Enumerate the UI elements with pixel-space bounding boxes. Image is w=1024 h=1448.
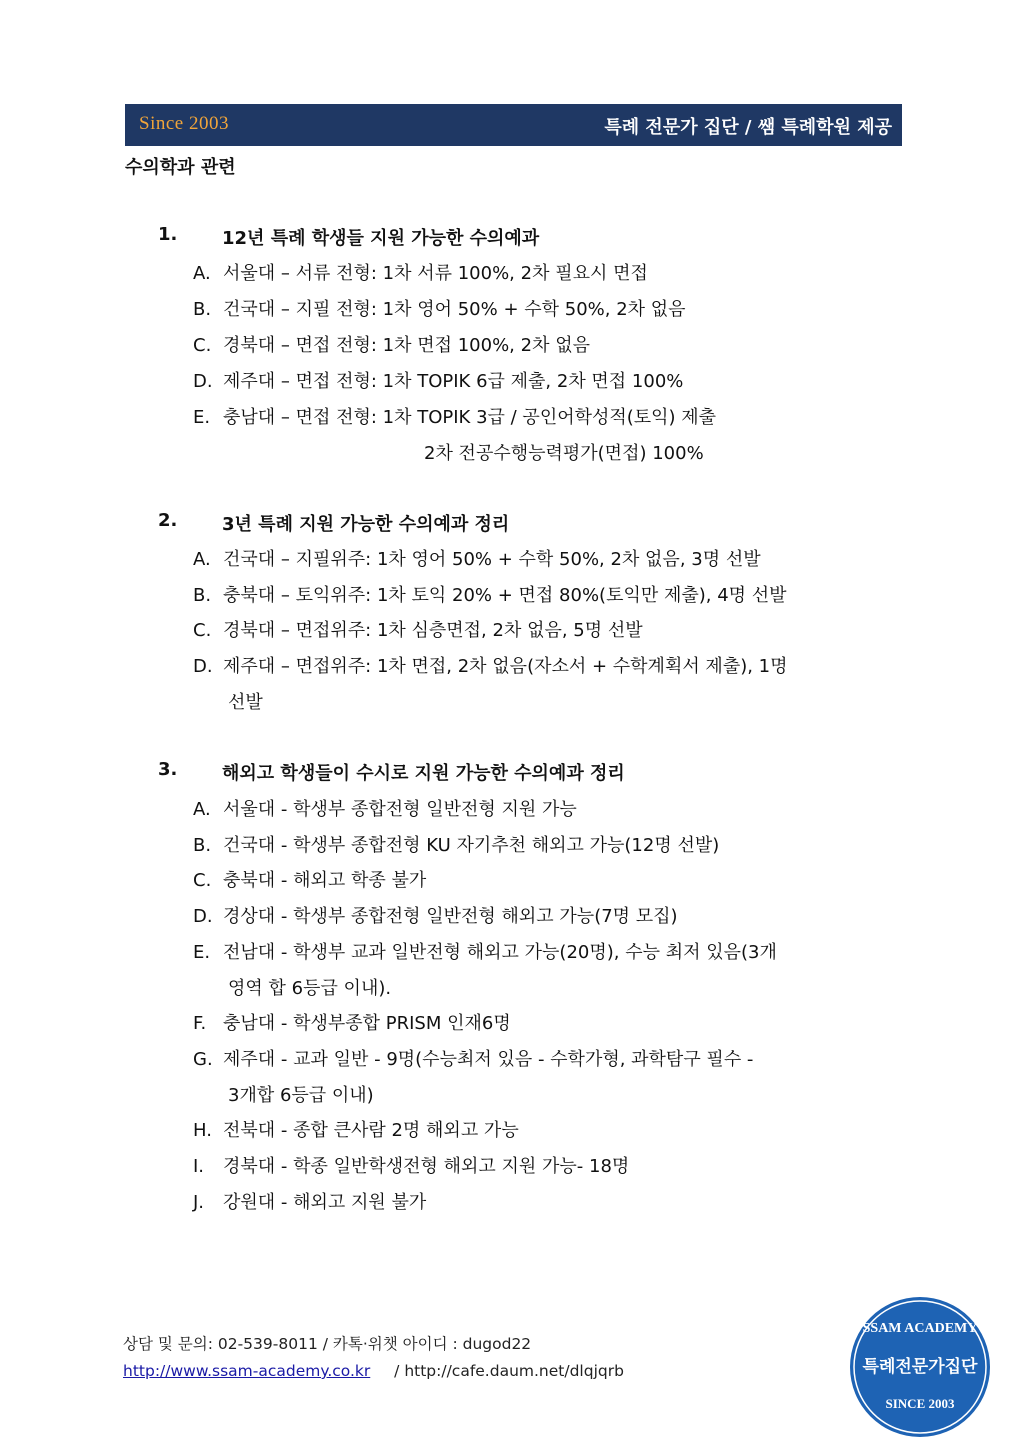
item-letter: J. — [193, 1192, 205, 1213]
section-number: 1. — [158, 224, 178, 245]
item-text: 충남대 – 면접 전형: 1차 TOPIK 3급 / 공인어학성적(토익) 제출 — [223, 407, 717, 428]
logo-middle-text: 특례전문가집단 — [862, 1357, 978, 1377]
banner-title: 특례 전문가 집단 / 쌤 특례학원 제공 — [604, 117, 892, 138]
item-letter: D. — [193, 371, 213, 392]
item-text: 전남대 - 학생부 교과 일반전형 해외고 가능(20명), 수능 최저 있음(3개 — [223, 942, 777, 963]
section-number: 3. — [158, 759, 178, 780]
list-item — [193, 616, 643, 642]
item-letter: A. — [193, 549, 211, 570]
item-continuation: 2차 전공수행능력평가(면접) 100% — [424, 443, 704, 464]
section-number: 2. — [158, 510, 178, 531]
since-label: Since 2003 — [139, 113, 229, 134]
website-link[interactable]: http://www.ssam-academy.co.kr — [123, 1362, 371, 1380]
item-text: 제주대 - 교과 일반 - 9명(수능최저 있음 - 수학가형, 과학탐구 필수 - — [223, 1049, 754, 1070]
section-title: 3년 특례 지원 가능한 수의예과 정리 — [222, 514, 510, 535]
item-text: 경북대 – 면접위주: 1차 심층면접, 2차 없음, 5명 선발 — [223, 620, 643, 641]
list-item — [193, 938, 777, 964]
list-item — [193, 295, 686, 321]
item-letter: H. — [193, 1120, 212, 1141]
item-letter: I. — [193, 1156, 205, 1177]
item-letter: E. — [193, 942, 211, 963]
logo-bottom-text: SINCE 2003 — [885, 1396, 955, 1411]
ssam-academy-logo — [849, 1296, 991, 1438]
item-text: 경북대 – 면접 전형: 1차 면접 100%, 2차 없음 — [223, 335, 590, 356]
item-text: 충북대 - 해외고 학종 불가 — [223, 870, 427, 891]
item-text: 경상대 - 학생부 종합전형 일반전형 해외고 가능(7명 모집) — [223, 906, 678, 927]
list-item — [193, 902, 678, 928]
item-text: 건국대 – 지필위주: 1차 영어 50% + 수학 50%, 2차 없음, 3명 선발 — [223, 549, 761, 570]
link-separator: / — [394, 1362, 400, 1380]
item-text: 서울대 - 학생부 종합전형 일반전형 지원 가능 — [223, 799, 577, 820]
item-text: 전북대 - 종합 큰사람 2명 해외고 가능 — [223, 1120, 519, 1141]
item-letter: E. — [193, 407, 211, 428]
item-text: 충북대 – 토익위주: 1차 토익 20% + 면접 80%(토익만 제출), 4명 선발 — [223, 585, 787, 606]
item-continuation: 영역 합 6등급 이내). — [228, 978, 392, 999]
item-text: 강원대 - 해외고 지원 불가 — [223, 1192, 427, 1213]
item-letter: C. — [193, 335, 212, 356]
contact-info: 상담 및 문의: 02-539-8011 / 카톡·위챗 아이디 : dugod22 — [123, 1335, 532, 1353]
list-item — [193, 331, 590, 357]
header-banner — [125, 104, 902, 146]
list-item — [193, 795, 577, 821]
list-item — [193, 545, 761, 571]
list-item — [193, 1152, 629, 1178]
list-item — [193, 1116, 519, 1142]
footer-links — [123, 1362, 624, 1380]
item-letter: B. — [193, 585, 212, 606]
item-continuation: 선발 — [228, 692, 263, 713]
item-text: 제주대 – 면접위주: 1차 면접, 2차 없음(자소서 + 수학계획서 제출), 1명 — [223, 656, 788, 677]
section-title: 해외고 학생들이 수시로 지원 가능한 수의예과 정리 — [222, 763, 625, 784]
item-letter: F. — [193, 1013, 207, 1034]
list-item — [193, 1188, 426, 1214]
section-title: 12년 특례 학생들 지원 가능한 수의예과 — [222, 228, 540, 249]
item-letter: B. — [193, 835, 212, 856]
item-letter: B. — [193, 299, 212, 320]
item-letter: G. — [193, 1049, 213, 1070]
item-text: 경북대 - 학종 일반학생전형 해외고 지원 가능- 18명 — [223, 1156, 630, 1177]
list-item — [193, 1009, 511, 1035]
list-item — [193, 259, 648, 285]
item-letter: D. — [193, 656, 213, 677]
list-item — [193, 831, 719, 857]
list-item — [193, 403, 716, 429]
list-item — [193, 367, 683, 393]
item-text: 건국대 - 학생부 종합전형 KU 자기추천 해외고 가능(12명 선발) — [223, 835, 720, 856]
logo-top-text: SSAM ACADEMY — [862, 1321, 978, 1336]
item-letter: A. — [193, 799, 211, 820]
item-letter: C. — [193, 620, 212, 641]
item-text: 충남대 - 학생부종합 PRISM 인재6명 — [223, 1013, 511, 1034]
page-title: 수의학과 관련 — [125, 157, 236, 178]
list-item — [193, 652, 788, 678]
list-item — [193, 581, 787, 607]
list-item — [193, 866, 426, 892]
item-letter: C. — [193, 870, 212, 891]
item-text: 건국대 – 지필 전형: 1차 영어 50% + 수학 50%, 2차 없음 — [223, 299, 686, 320]
item-letter: D. — [193, 906, 213, 927]
cafe-url: http://cafe.daum.net/dlqjqrb — [404, 1362, 624, 1380]
item-text: 서울대 – 서류 전형: 1차 서류 100%, 2차 필요시 면접 — [223, 263, 648, 284]
item-continuation: 3개합 6등급 이내) — [228, 1085, 374, 1106]
item-text: 제주대 – 면접 전형: 1차 TOPIK 6급 제출, 2차 면접 100% — [223, 371, 684, 392]
item-letter: A. — [193, 263, 211, 284]
list-item — [193, 1045, 753, 1071]
